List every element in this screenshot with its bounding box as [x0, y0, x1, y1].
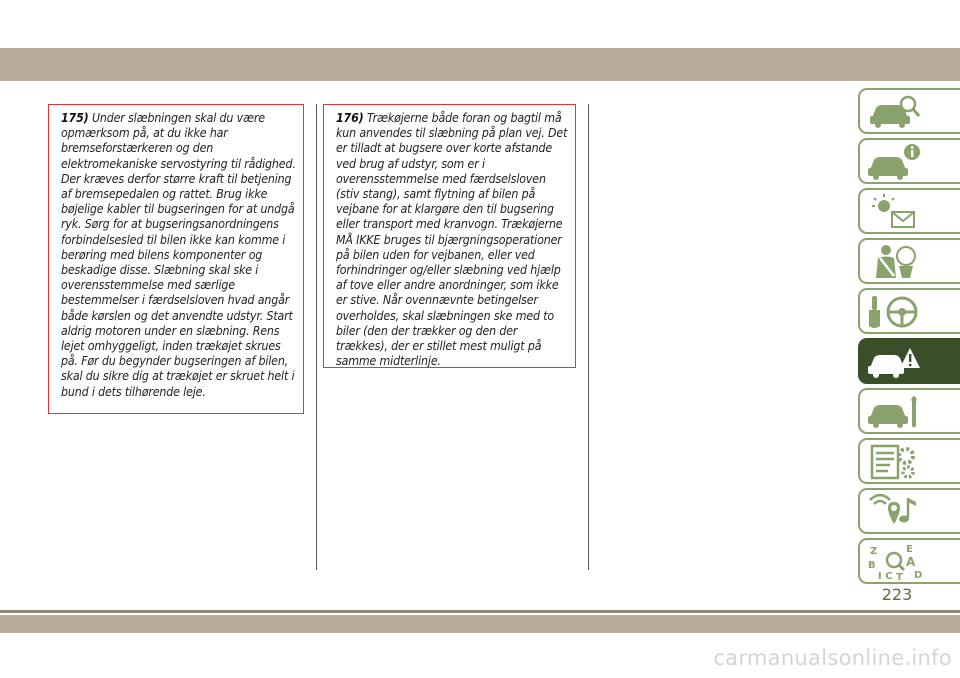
airbag-seatbelt-icon	[866, 242, 922, 282]
note-number: 176)	[336, 111, 364, 125]
technical-data-icon	[866, 442, 922, 482]
warning-lights-icon	[866, 192, 922, 232]
footer-band	[0, 615, 960, 633]
alphabetical-index-icon	[866, 542, 922, 582]
page-number: 223	[881, 585, 913, 604]
steering-key-icon	[866, 292, 922, 332]
tab-car-search[interactable]	[858, 88, 960, 134]
svg-text:I C: I C	[878, 571, 893, 582]
svg-text:B: B	[868, 560, 876, 571]
tab-alphabetical-index[interactable]	[858, 538, 960, 584]
svg-text:Z: Z	[870, 546, 878, 557]
svg-text:D: D	[914, 570, 922, 581]
tab-car-emergency[interactable]	[858, 338, 960, 384]
tab-warning-lights[interactable]	[858, 188, 960, 234]
car-search-icon	[866, 92, 922, 132]
tab-steering-key[interactable]	[858, 288, 960, 334]
warning-note-176	[323, 104, 576, 368]
footer-rule	[0, 610, 960, 613]
note-text: Under slæbningen skal du være opmærksom på, at du ikke har bremseforstærkeren og den elektromekaniske servostyring til rådighed. Der kræves derfor større kraft til betjening af bremsepedalen og rattet. Brug ikke bøjelige kabler til bugseringen for at undgå ryk. Sørg for at bugseringsanordningens forbindelsesled til bilen ikke kan komme i berøring med bilens komponenter og beskadige disse. Slæbning skal ske i overensstemmelse med særlige bestemmelser i færdselsloven hvad angår både kørslen og det anvendte udstyr. Start aldrig motoren under en slæbning. Rens lejet omhyggeligt, inden trækøjet skrues på. Før du begynder bugseringen af bilen, skal du sikre dig at trækøjet er skruet helt i bund i dets tilhørende leje.	[61, 111, 296, 399]
tab-multimedia[interactable]	[858, 488, 960, 534]
watermark: carmanualsonline.info	[713, 646, 952, 670]
multimedia-icon	[866, 492, 922, 532]
header-band	[0, 48, 960, 81]
tab-technical-data[interactable]	[858, 438, 960, 484]
svg-text:E: E	[906, 544, 913, 555]
tab-car-maintenance[interactable]	[858, 388, 960, 434]
car-emergency-icon	[866, 342, 922, 382]
car-maintenance-icon	[866, 392, 922, 432]
tab-airbag-seatbelt[interactable]	[858, 238, 960, 284]
svg-text:A: A	[906, 555, 916, 569]
warning-note-175	[48, 104, 304, 414]
column-divider	[588, 104, 589, 570]
column-divider	[316, 104, 317, 570]
note-number: 175)	[61, 111, 89, 125]
car-info-icon	[866, 142, 922, 182]
svg-text:T: T	[896, 572, 903, 582]
note-text: Trækøjerne både foran og bagtil må kun anvendes til slæbning på plan vej. Det er tilladt at bugsere over korte afstande ved brug af udstyr, som er i overensstemmelse med færdselsloven (stiv stang), samt flytning af bilen på vejbane for at klargøre den til bugsering eller transport med kranvogn. Trækøjerne MÅ IKKE bruges til bjærgningsoperationer på bilen uden for vejbanen, eller ved forhindringer og/eller slæbning ved hjælp af tove eller andre anordninger, som ikke er stive. Når ovennævnte betingelser overholdes, skal slæbningen ske med to biler (den der trækker og den der trækkes), der er stillet mest muligt på samme midterlinje.	[336, 111, 568, 369]
tab-car-info[interactable]	[858, 138, 960, 184]
